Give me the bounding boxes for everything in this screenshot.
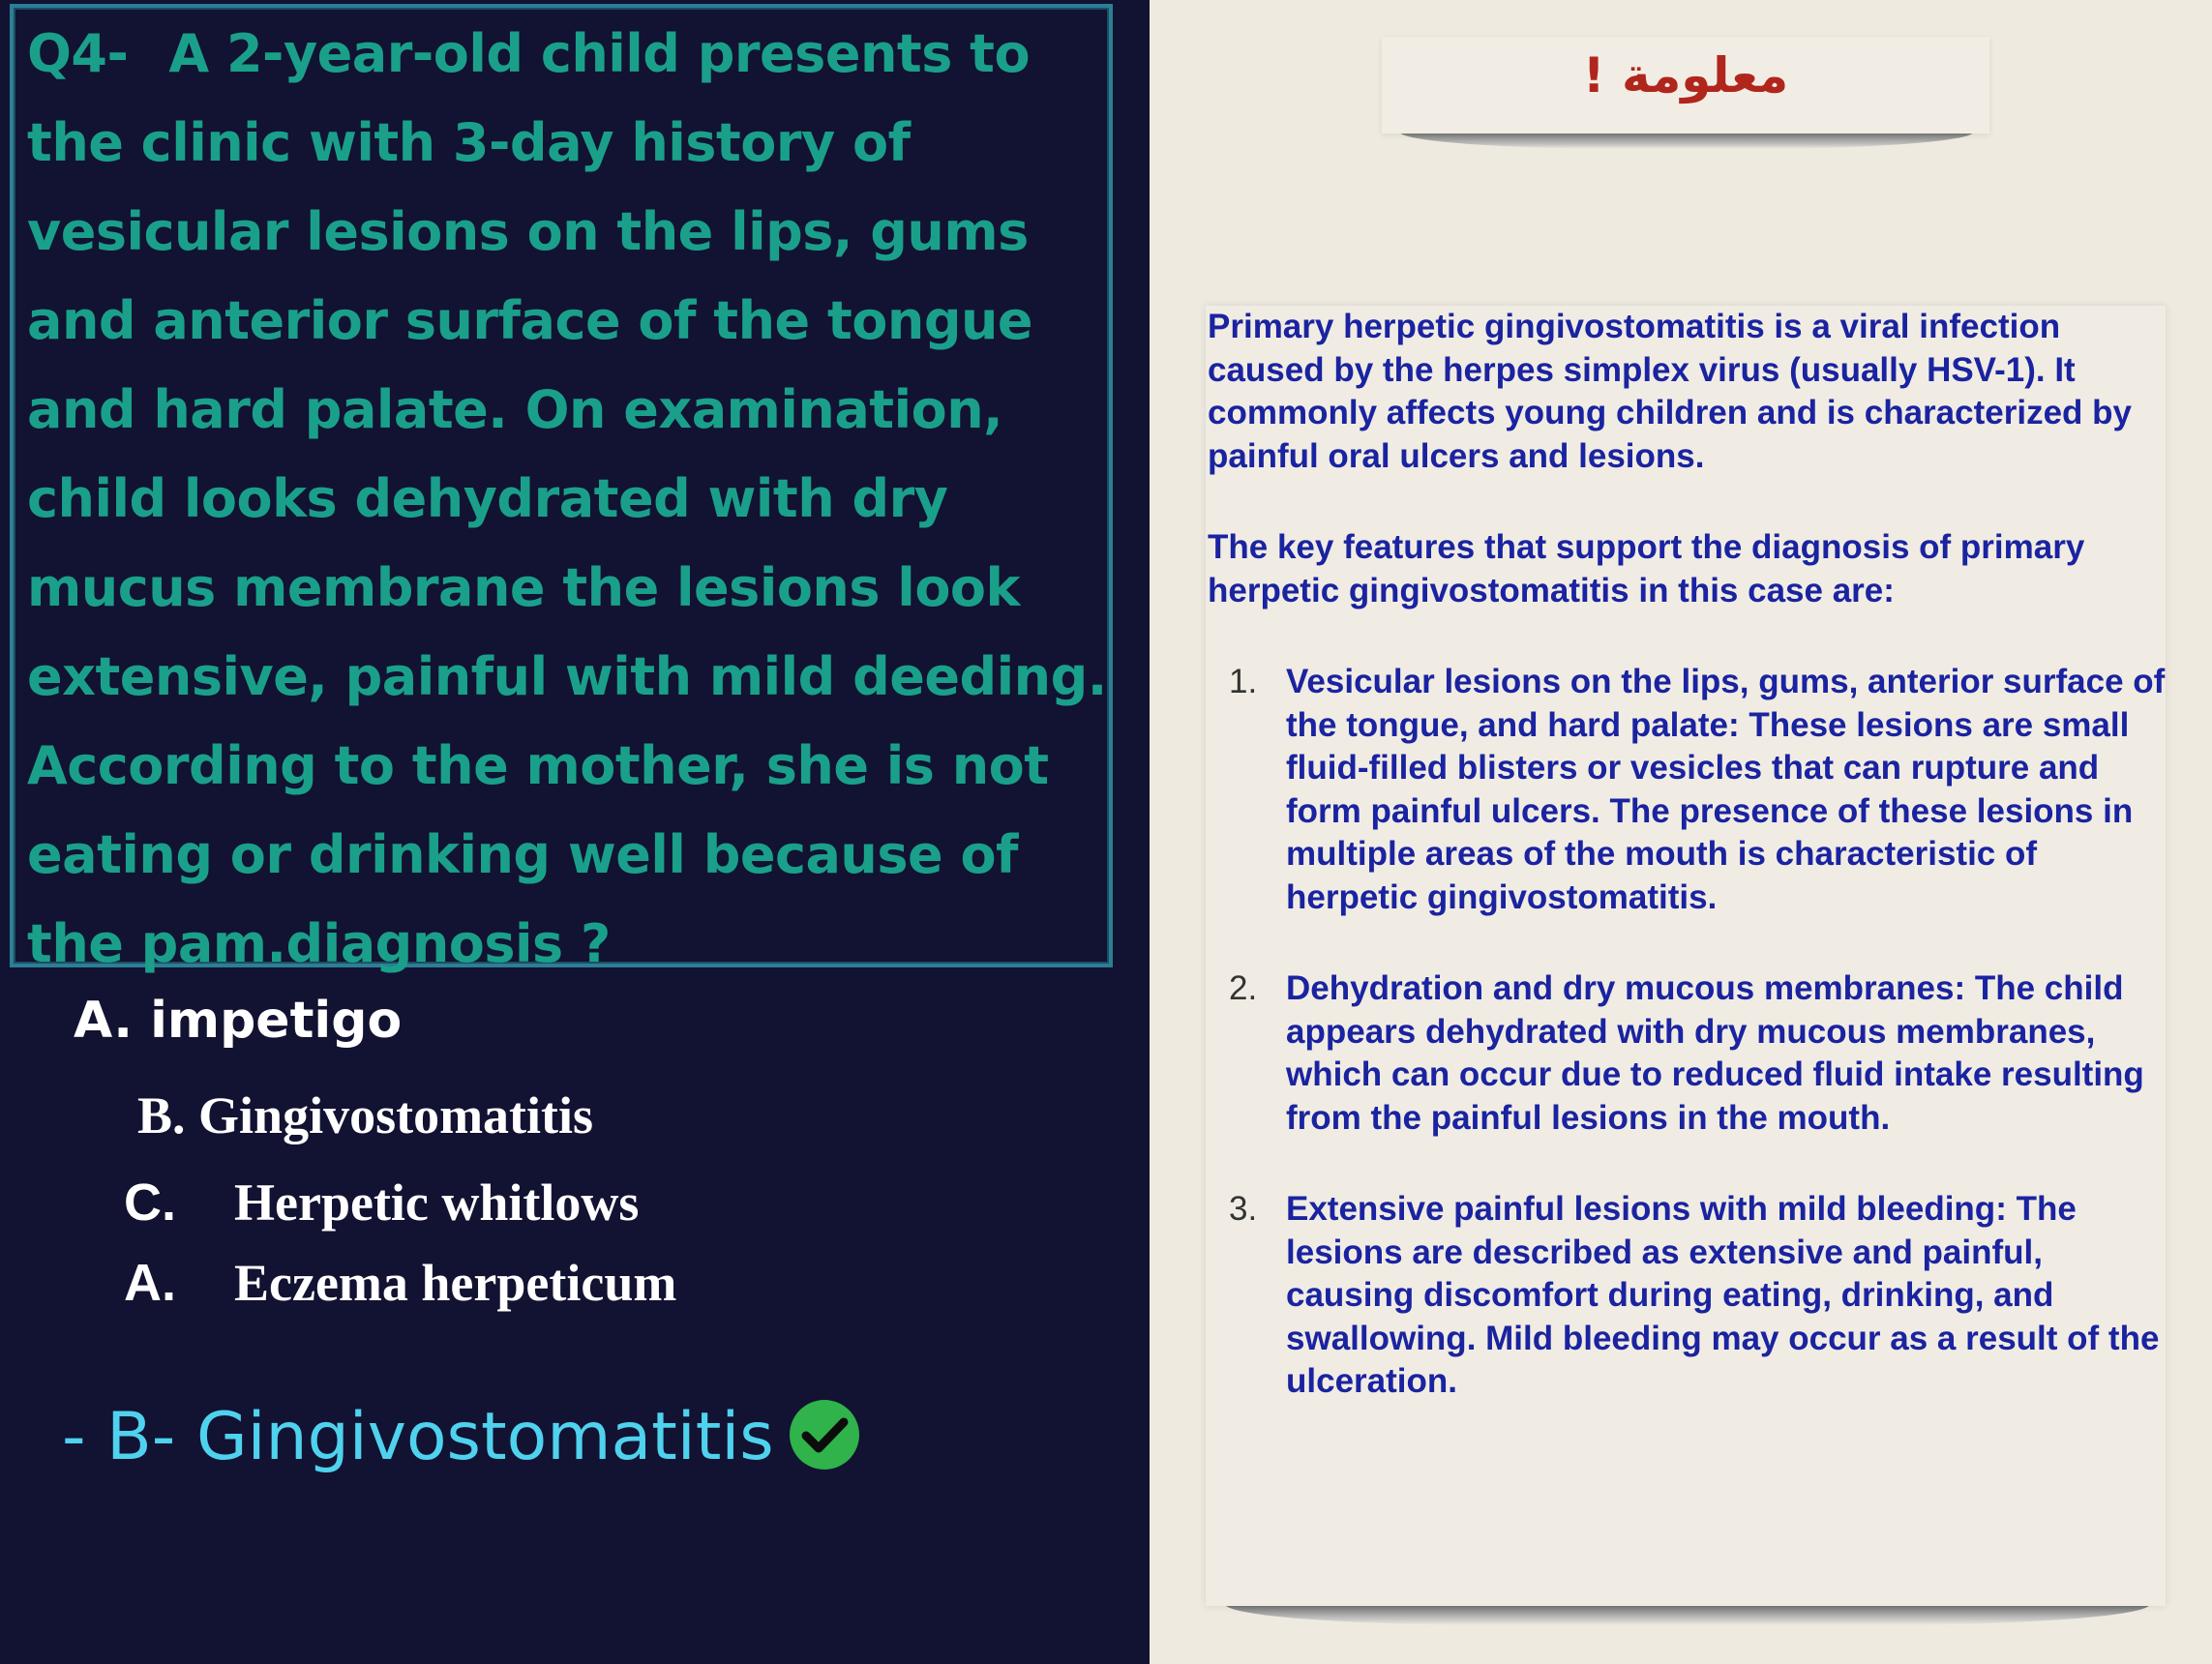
option-text: Herpetic whitlows — [234, 1174, 640, 1232]
feature-number: 2. — [1229, 969, 1258, 1007]
feature-item — [1208, 661, 2166, 919]
info-intro: Primary herpetic gingivostomatitis is a viral infection caused by the herpes simplex virus (usually HSV-1). It commonly affects young children and is characterized by painful oral ulcers and lesions. — [1208, 308, 2132, 475]
option-a-impetigo — [74, 992, 402, 1050]
question-number: Q4- — [27, 23, 129, 84]
info-lead: The key features that support the diagnosis of primary herpetic gingivostomatitis in this case are: — [1208, 528, 2085, 609]
feature-text: Dehydration and dry mucous membranes: The child appears dehydrated with dry mucous membranes, which can occur due to reduced fluid intake resulting from the painful lesions in the mouth. — [1286, 969, 2144, 1137]
option-letter: A. — [124, 1254, 176, 1312]
correct-answer — [62, 1399, 861, 1477]
option-text: Gingivostomatitis — [198, 1086, 594, 1144]
feature-item — [1208, 1188, 2166, 1404]
feature-text: Extensive painful lesions with mild bleeding: The lesions are described as extensive and painful, causing discomfort during eating, drinking, and swallowing. Mild bleeding may occur as a result of the ulceration. — [1286, 1190, 2160, 1400]
feature-number: 1. — [1229, 663, 1258, 700]
option-c-herpetic-whitlows — [124, 1173, 639, 1233]
check-circle-icon — [788, 1398, 861, 1471]
feature-number: 3. — [1229, 1190, 1258, 1228]
option-eczema-herpeticum — [124, 1253, 676, 1313]
question-text — [27, 10, 1121, 989]
option-text: Eczema herpeticum — [234, 1254, 677, 1312]
option-text: impetigo — [150, 992, 403, 1050]
info-text — [1208, 306, 2166, 1404]
feature-list — [1208, 661, 2166, 1404]
feature-text: Vesicular lesions on the lips, gums, anterior surface of the tongue, and hard palate: These lesions are small fluid-filled blisters or vesicles that can rupture and form painful ulcers. The presence of these lesions in multiple areas of the mouth is characteristic of herpetic gingivostomatitis. — [1286, 663, 2166, 916]
info-card-shadow — [1225, 1604, 2150, 1625]
question-body: A 2-year-old child presents to the clinic with 3-day history of vesicular lesions on the lips, gums and anterior surface of the tongue and hard palate. On examination, child looks dehydrated with dry mucus membrane the lesions look extensive, painful with mild deeding. According to the mother, she is not eating or drinking well because of the pam.diagnosis ? — [27, 23, 1107, 974]
option-letter: C. — [124, 1174, 176, 1232]
option-b-gingivostomatitis — [137, 1085, 593, 1145]
option-letter: A. — [74, 992, 133, 1050]
note-title: معلومة ! — [1582, 47, 1789, 104]
feature-item — [1208, 967, 2166, 1140]
answer-text: - B- Gingivostomatitis — [62, 1399, 774, 1475]
option-letter: B. — [137, 1086, 186, 1144]
